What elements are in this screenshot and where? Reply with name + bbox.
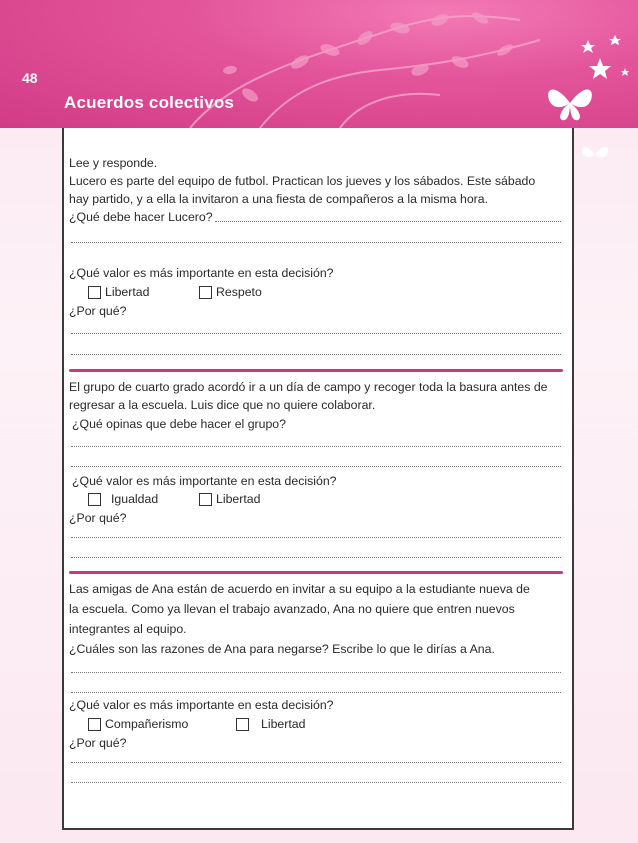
checkbox[interactable] <box>236 718 249 731</box>
checkbox[interactable] <box>199 493 212 506</box>
option-label: Libertad <box>216 492 261 506</box>
section-divider <box>69 571 563 574</box>
butterfly-icon <box>580 140 610 170</box>
option-libertad[interactable] <box>199 490 260 508</box>
paragraph-line: hay partido, y a ella la invitaron a una fiesta de compañeros a la misma hora. <box>69 192 489 206</box>
checkbox[interactable] <box>199 286 212 299</box>
option-label: Igualdad <box>111 492 159 506</box>
why-label: ¿Por qué? <box>69 304 127 318</box>
answer-line[interactable] <box>71 782 561 783</box>
question: ¿Cuáles son las razones de Ana para negarse? Escribe lo que le dirías a Ana. <box>69 642 495 656</box>
option-igualdad[interactable] <box>88 490 158 508</box>
star-icon <box>589 58 611 79</box>
answer-line[interactable] <box>71 557 561 558</box>
answer-line[interactable] <box>71 333 561 334</box>
option-libertad[interactable] <box>88 283 149 301</box>
checkbox[interactable] <box>88 718 101 731</box>
answer-line[interactable] <box>71 537 561 538</box>
question: ¿Qué valor es más importante en esta decisión? <box>69 698 334 712</box>
answer-line[interactable] <box>71 354 561 355</box>
question: ¿Qué valor es más importante en esta decisión? <box>69 266 334 280</box>
question: ¿Qué debe hacer Lucero? <box>69 210 213 224</box>
option-label: Libertad <box>105 285 150 299</box>
answer-line[interactable] <box>71 466 561 467</box>
option-respeto[interactable] <box>199 283 262 301</box>
section-title: Acuerdos colectivos <box>64 93 235 112</box>
option-libertad[interactable] <box>236 715 305 733</box>
answer-line[interactable] <box>215 221 561 222</box>
paragraph-line: Las amigas de Ana están de acuerdo en invitar a su equipo a la estudiante nueva de <box>69 582 530 596</box>
option-label: Respeto <box>216 285 262 299</box>
answer-line[interactable] <box>71 692 561 693</box>
paragraph-line: integrantes al equipo. <box>69 622 187 636</box>
section-divider <box>69 369 563 372</box>
why-label: ¿Por qué? <box>69 511 127 525</box>
option-label: Libertad <box>261 717 306 731</box>
paragraph-line: regresar a la escuela. Luis dice que no quiere colaborar. <box>69 398 376 412</box>
question: ¿Qué valor es más importante en esta decisión? <box>72 474 337 488</box>
answer-line[interactable] <box>71 762 561 763</box>
answer-line[interactable] <box>71 446 561 447</box>
butterfly-icon <box>545 78 595 128</box>
option-companerismo[interactable] <box>88 715 188 733</box>
page-number: 48 <box>22 70 38 86</box>
question-line <box>69 208 561 226</box>
option-label: Compañerismo <box>105 717 189 731</box>
instruction: Lee y responde. <box>69 156 158 170</box>
checkbox[interactable] <box>88 493 101 506</box>
answer-line[interactable] <box>71 242 561 243</box>
header-banner <box>0 0 638 128</box>
answer-line[interactable] <box>71 672 561 673</box>
checkbox[interactable] <box>88 286 101 299</box>
paragraph-line: Lucero es parte del equipo de futbol. Practican los jueves y los sábados. Este sábado <box>69 174 536 188</box>
question: ¿Qué opinas que debe hacer el grupo? <box>72 417 286 431</box>
paragraph-line: la escuela. Como ya llevan el trabajo avanzado, Ana no quiere que entren nuevos <box>69 602 515 616</box>
why-label: ¿Por qué? <box>69 736 127 750</box>
paragraph-line: El grupo de cuarto grado acordó ir a un día de campo y recoger toda la basura antes de <box>69 380 548 394</box>
